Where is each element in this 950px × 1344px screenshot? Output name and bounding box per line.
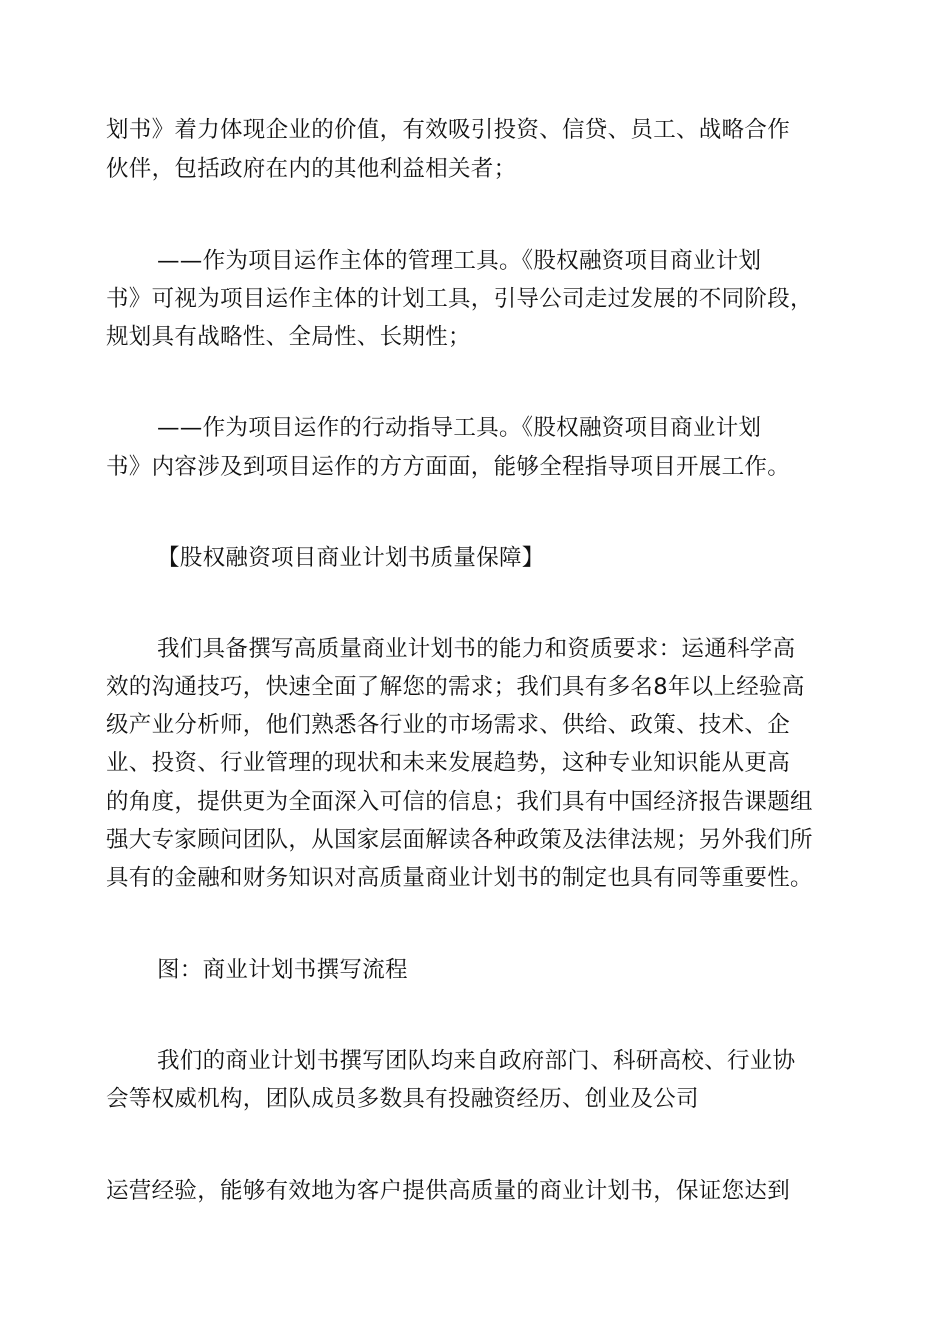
paragraph-line: 划书》着力体现企业的价值，有效吸引投资、信贷、员工、战略合作 xyxy=(106,117,791,143)
paragraph-line: 书》可视为项目运作主体的计划工具，引导公司走过发展的不同阶段， xyxy=(106,286,813,312)
paragraph-line: 业、投资、行业管理的现状和未来发展趋势，这种专业知识能从更高 xyxy=(106,750,791,776)
paragraph-line: ——作为项目运作主体的管理工具。《股权融资项目商业计划 xyxy=(157,248,762,274)
paragraph-line: 我们具备撰写高质量商业计划书的能力和资质要求：运通科学高 xyxy=(157,636,796,662)
paragraph-line: 伙伴，包括政府在内的其他利益相关者； xyxy=(106,156,517,182)
paragraph-line: 书》内容涉及到项目运作的方方面面，能够全程指导项目开展工作。 xyxy=(106,454,791,480)
paragraph-line: 级产业分析师，他们熟悉各行业的市场需求、供给、政策、技术、企 xyxy=(106,712,791,738)
paragraph-line: 的角度，提供更为全面深入可信的信息；我们具有中国经济报告课题组 xyxy=(106,789,813,815)
paragraph-line: 强大专家顾问团队，从国家层面解读各种政策及法律法规；另外我们所 xyxy=(106,827,813,853)
section-heading: 【股权融资项目商业计划书质量保障】 xyxy=(157,545,545,571)
paragraph-line: 效的沟通技巧，快速全面了解您的需求；我们具有多名8年以上经验高 xyxy=(106,674,805,700)
paragraph-line: 我们的商业计划书撰写团队均来自政府部门、科研高校、行业协 xyxy=(157,1048,796,1074)
paragraph-line: 规划具有战略性、全局性、长期性； xyxy=(106,324,471,350)
paragraph-line: ——作为项目运作的行动指导工具。《股权融资项目商业计划 xyxy=(157,415,762,441)
figure-caption: 图：商业计划书撰写流程 xyxy=(157,957,408,983)
paragraph-line: 运营经验，能够有效地为客户提供高质量的商业计划书，保证您达到 xyxy=(106,1178,791,1204)
paragraph-line: 会等权威机构，团队成员多数具有投融资经历、创业及公司 xyxy=(106,1086,699,1112)
paragraph-line: 具有的金融和财务知识对高质量商业计划书的制定也具有同等重要性。 xyxy=(106,865,813,891)
